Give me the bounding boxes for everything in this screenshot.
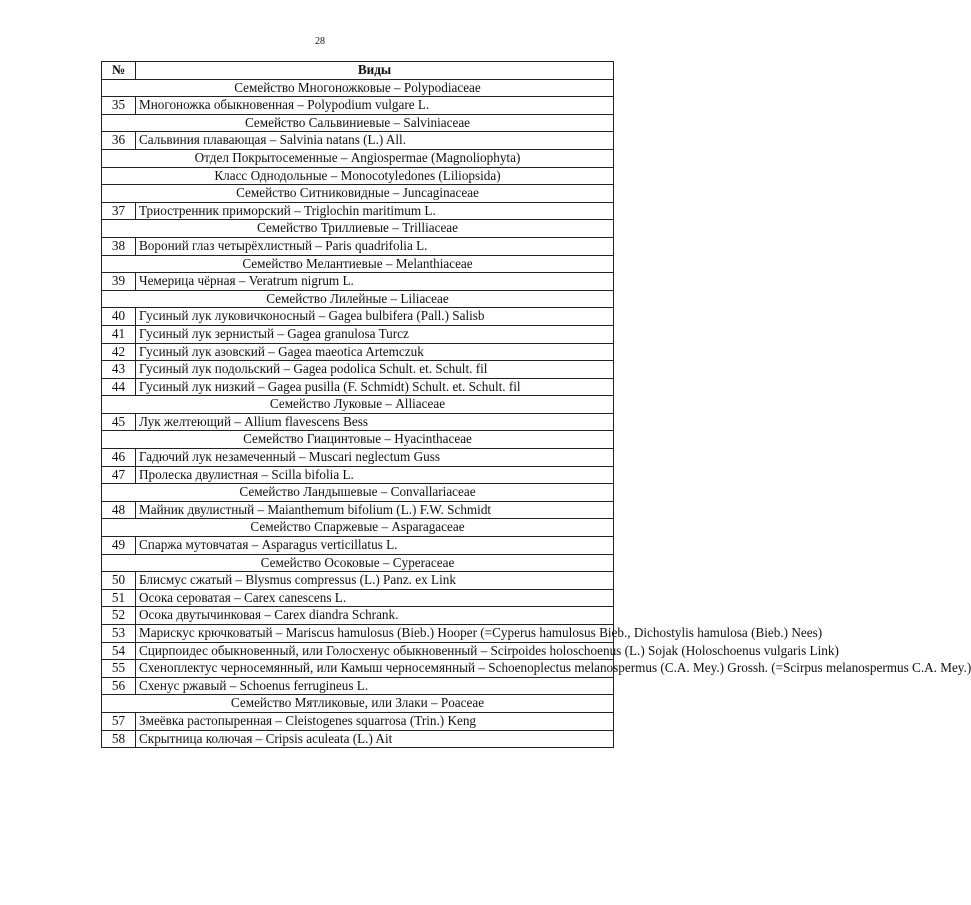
table-row [102,308,614,326]
species-name: Схенус ржавый – Schoenus ferrugineus L. [136,677,614,695]
species-name: Вороний глаз четырёхлистный – Paris quadrifolia L. [136,237,614,255]
species-name: Майник двулистный – Maianthemum bifolium (L.) F.W. Schmidt [136,501,614,519]
species-number: 49 [102,537,136,555]
table-row [102,537,614,555]
species-name: Блисмус сжатый – Blysmus compressus (L.) Panz. ex Link [136,572,614,590]
species-number: 57 [102,712,136,730]
species-number: 54 [102,642,136,660]
species-name: Осока двутычинковая – Carex diandra Schrank. [136,607,614,625]
species-number: 51 [102,589,136,607]
species-name: Марискус крючковатый – Mariscus hamulosus (Bieb.) Hooper (=Cyperus hamulosus Bieb., Dichostylis hamulosa (Bieb.) Nees) [136,625,614,643]
species-name: Змеёвка растопыренная – Cleistogenes squarrosa (Trin.) Keng [136,712,614,730]
family-heading: Семейство Ландышевые – Convallariaceae [102,484,614,502]
family-heading: Семейство Сальвиниевые – Salviniaceae [102,114,614,132]
family-row [102,220,614,238]
family-row [102,431,614,449]
header-number: № [102,62,136,80]
species-name: Гусиный лук азовский – Gagea maeotica Artemczuk [136,343,614,361]
table-row [102,677,614,695]
species-name: Сальвиния плавающая – Salvinia natans (L.) All. [136,132,614,150]
table-row [102,572,614,590]
family-row [102,554,614,572]
species-name: Гусиный лук низкий – Gagea pusilla (F. Schmidt) Schult. et. Schult. fil [136,378,614,396]
table-row [102,730,614,748]
table-row [102,712,614,730]
family-row [102,695,614,713]
family-row [102,149,614,167]
species-number: 43 [102,361,136,379]
species-number: 52 [102,607,136,625]
species-name: Гусиный лук подольский – Gagea podolica Schult. et. Schult. fil [136,361,614,379]
table-row [102,132,614,150]
species-number: 40 [102,308,136,326]
table-row [102,660,614,678]
table-row [102,607,614,625]
species-number: 46 [102,449,136,467]
family-row [102,396,614,414]
species-number: 53 [102,625,136,643]
species-number: 44 [102,378,136,396]
species-name: Чемерица чёрная – Veratrum nigrum L. [136,273,614,291]
species-name: Многоножка обыкновенная – Polypodium vulgare L. [136,97,614,115]
species-number: 48 [102,501,136,519]
table-row [102,361,614,379]
family-row [102,114,614,132]
species-name: Гадючий лук незамеченный – Muscari neglectum Guss [136,449,614,467]
table-row [102,343,614,361]
species-name: Гусиный лук луковичконосный – Gagea bulbifera (Pall.) Salisb [136,308,614,326]
species-number: 35 [102,97,136,115]
species-number: 45 [102,413,136,431]
table-row [102,325,614,343]
family-heading: Семейство Мятликовые, или Злаки – Poaceae [102,695,614,713]
family-heading: Семейство Лилейные – Liliaceae [102,290,614,308]
species-number: 37 [102,202,136,220]
family-heading: Семейство Многоножковые – Polypodiaceae [102,79,614,97]
family-heading: Семейство Осоковые – Cyperaceae [102,554,614,572]
family-heading: Семейство Гиацинтовые – Hyacinthaceae [102,431,614,449]
table-row [102,466,614,484]
species-name: Лук желтеющий – Allium flavescens Bess [136,413,614,431]
family-heading: Семейство Ситниковидные – Juncaginaceae [102,185,614,203]
family-heading: Отдел Покрытосеменные – Angiospermae (Magnoliophyta) [102,149,614,167]
table-row [102,625,614,643]
table-row [102,202,614,220]
species-number: 58 [102,730,136,748]
family-row [102,290,614,308]
species-table [101,61,971,748]
family-heading: Класс Однодольные – Monocotyledones (Liliopsida) [102,167,614,185]
table-row [102,378,614,396]
species-number: 39 [102,273,136,291]
table-row [102,501,614,519]
family-row [102,167,614,185]
header-species: Виды [136,62,614,80]
family-row [102,79,614,97]
species-name: Гусиный лук зернистый – Gagea granulosa Turcz [136,325,614,343]
family-row [102,484,614,502]
species-number: 55 [102,660,136,678]
table-row [102,449,614,467]
page-number: 28 [315,36,325,47]
family-heading: Семейство Мелантиевые – Melanthiaceae [102,255,614,273]
species-number: 42 [102,343,136,361]
table-row [102,413,614,431]
family-row [102,185,614,203]
species-number: 38 [102,237,136,255]
species-name: Сцирпоидес обыкновенный, или Голосхенус обыкновенный – Scirpoides holoschoenus (L.) Sojak (Holoschoenus vulgaris Link) [136,642,614,660]
table-row [102,589,614,607]
species-number: 50 [102,572,136,590]
family-heading: Семейство Луковые – Alliaceae [102,396,614,414]
species-number: 36 [102,132,136,150]
species-name: Триостренник приморский – Triglochin maritimum L. [136,202,614,220]
table-row [102,97,614,115]
species-number: 47 [102,466,136,484]
species-name: Скрытница колючая – Cripsis aculeata (L.) Ait [136,730,614,748]
species-name: Осока сероватая – Carex canescens L. [136,589,614,607]
family-row [102,255,614,273]
family-heading: Семейство Спаржевые – Asparagaceae [102,519,614,537]
species-number: 56 [102,677,136,695]
family-row [102,519,614,537]
table-header-row [102,62,614,80]
table-row [102,642,614,660]
species-name: Пролеска двулистная – Scilla bifolia L. [136,466,614,484]
species-name: Спаржа мутовчатая – Asparagus verticillatus L. [136,537,614,555]
species-number: 41 [102,325,136,343]
species-name: Схеноплектус черносемянный, или Камыш черносемянный – Schoenoplectus melanospermus (C.A. Mey.) Grossh. (=Scirpus melanospermus C.A. Mey.) [136,660,614,678]
table-row [102,237,614,255]
table-row [102,273,614,291]
family-heading: Семейство Триллиевые – Trilliaceae [102,220,614,238]
